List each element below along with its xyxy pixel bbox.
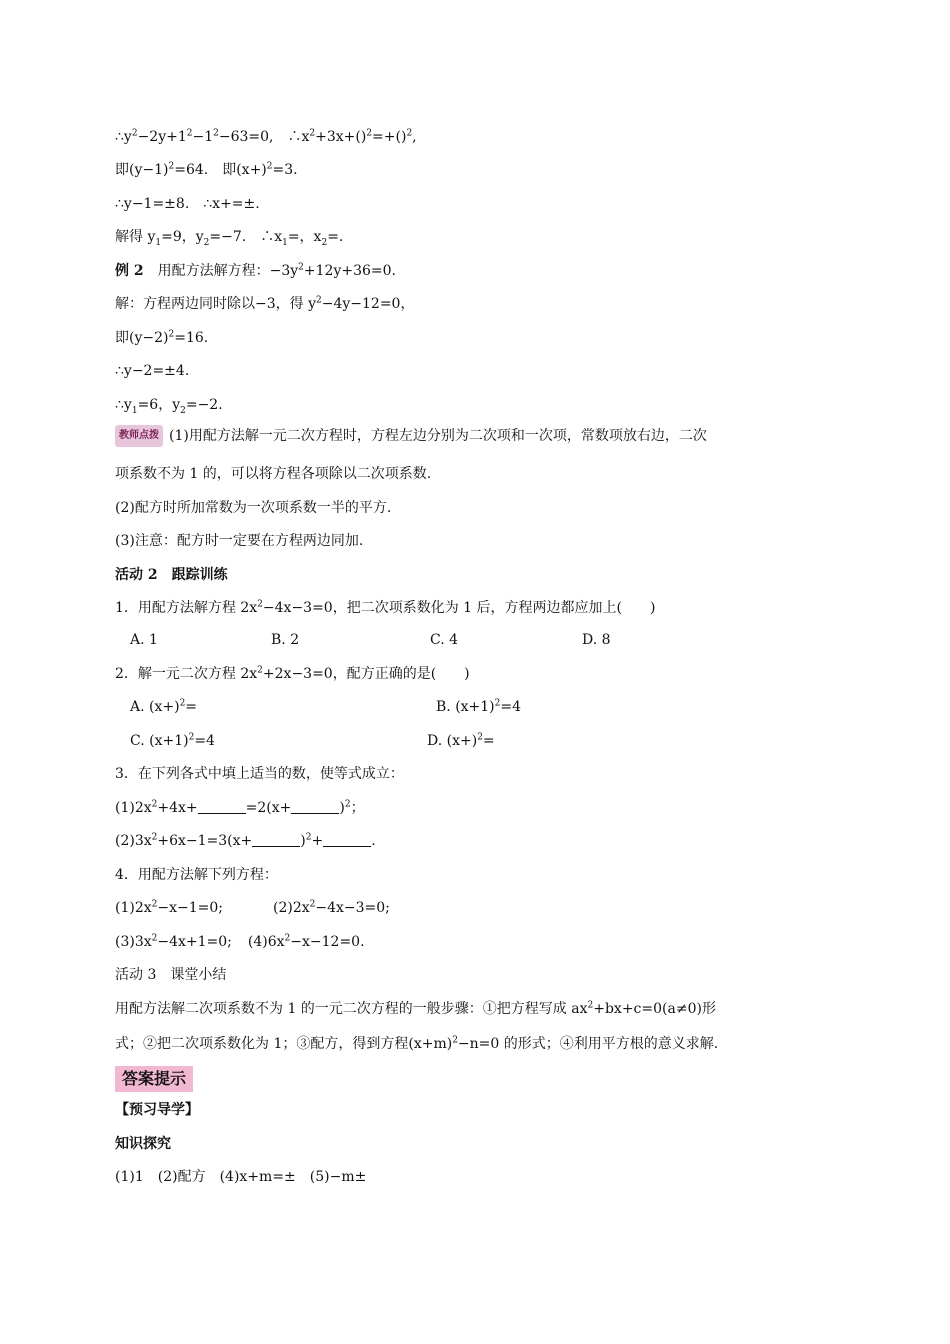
derivation-line-1: $\therefore y^2-2y+1^2-1^2-63=0$, $\therefore x^2+3x+()^2=+()^2$, [115,128,417,145]
fill-blank[interactable] [291,799,339,814]
fill-blank[interactable] [252,832,300,847]
option-a: A. 1 [130,632,158,648]
question-4-row-1 [115,898,390,918]
solution-line-3: ∴y−2=±4. [115,363,190,379]
fill-blank[interactable] [323,832,371,847]
question-2-options-row-2 [130,731,830,751]
question-4-part-4: $(4)6x^2-x-12=0$. [247,933,365,950]
activity-3-title: 活动 3 课堂小结 [115,967,227,983]
question-1: 1．用配方法解方程 $2x^2-4x-3=0$，把二次项系数化为 1 后，方程两边都应加上( ) [115,599,656,616]
question-2: 2．解一元二次方程 $2x^2+2x-3=0$，配方正确的是( ) [115,665,470,682]
option-c: C. $(x+1)^2=4$ [130,732,215,749]
option-b: B. $(x+1)^2=4$ [436,698,522,715]
option-d: D. 8 [582,632,611,648]
solution-line-4: $\therefore y_1=6$，$y_2=-2$. [115,397,223,416]
derivation-line-2: 即$(y-1)^2=64$. 即$(x+)^2=3$. [115,161,298,178]
activity-2-title: 活动 2 跟踪训练 [115,567,228,583]
question-3-part-1: $(1)2x^2+4x+ =2(x+ )^2$； [115,799,365,816]
summary-line-1: 用配方法解二次项系数不为 1 的一元二次方程的一般步骤：①把方程写成 $ax^2+bx+c=0(a\ne 0)$形 [115,1000,716,1017]
question-2-options-row-1 [130,697,830,717]
question-4-part-3: $(3)3x^2-4x+1=0$; [115,933,232,950]
derivation-line-3: ∴y−1=±8. ∴x+=±. [115,196,260,212]
option-a: A. $(x+)^2=$ [130,698,198,715]
answer-subsection-title: 知识探究 [115,1136,171,1152]
option-b: B. 2 [271,632,300,648]
question-4: 4．用配方法解下列方程： [115,867,278,883]
solution-line-1: 解：方程两边同时除以−3，得 $y^2-4y-12=0$， [115,295,415,312]
fill-blank[interactable] [198,799,246,814]
question-4-part-2: $(2)2x^2-4x-3=0$; [273,899,390,916]
answer-line: (1)1 (2)配方 (4)x+m=± (5)−m± [115,1169,367,1185]
example-label: 例 2 [115,263,144,279]
summary-line-2: 式；②把二次项系数化为 1；③配方，得到方程$(x+m)^2-n=0$ 的形式；④利用平方根的意义求解. [115,1035,719,1052]
teacher-tip-line-1: 教师点拨 (1)用配方法解一元二次方程时，方程左边分别为二次项和一次项，常数项放右边，二次 [115,425,707,447]
teacher-tip-line-4: (3)注意：配方时一定要在方程两边同加. [115,533,364,549]
question-3: 3．在下列各式中填上适当的数，使等式成立： [115,766,404,782]
answer-hint-heading: 答案提示 [115,1066,193,1092]
question-1-options [130,630,830,650]
solution-line-2: 即$(y-2)^2=16$. [115,329,209,346]
teacher-tip-line-2: 项系数不为 1 的，可以将方程各项除以二次项系数. [115,466,432,482]
derivation-line-4: 解得 $y_1=9$，$y_2=-7$. $\therefore x_1=$，$x_2=$. [115,229,344,248]
teacher-tip-line-3: (2)配方时所加常数为一次项系数一半的平方. [115,500,392,516]
option-c: C. 4 [430,632,459,648]
teacher-tip-badge: 教师点拨 [115,425,163,447]
example-2: 例 2 用配方法解方程：$-3y^2+12y+36=0$. [115,262,396,279]
question-4-part-1: $(1)2x^2-x-1=0$; [115,899,223,916]
question-4-row-2 [115,932,365,952]
answer-section-title: 【预习导学】 [115,1102,199,1118]
question-3-part-2: $(2)3x^2+6x-1=3(x+ )^2+$ . [115,832,376,849]
option-d: D. $(x+)^2=$ [427,732,495,749]
